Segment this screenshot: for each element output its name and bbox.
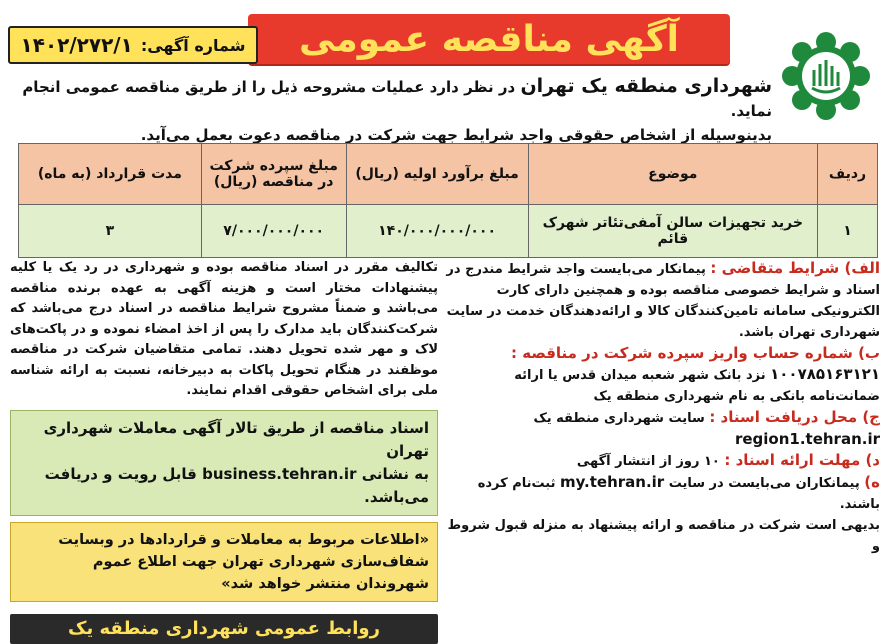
section-c-title: ج) محل دریافت اسناد : [709,408,880,426]
col-header-deposit: مبلغ سپرده شرکت در مناقصه (ریال) [201,144,346,205]
public-relations-footer: روابط عمومی شهرداری منطقه یک [10,614,438,644]
left-column [10,258,438,644]
business-url-link[interactable]: business.tehran.ir [202,464,357,483]
section-c [446,407,880,450]
conditions-paragraph: تکالیف مقرر در اسناد مناقصه بوده و شهرداری در رد یک یا کلیه پیشنهادات مختار است و هزینه آگهی به عهده برنده مناقصه می‌باشد و ضمناً مشروح شرایط مناقصه در اسناد درج می‌باشد که شرکت‌کنندگان باید مدارک را پس از اخذ امضاء نموده و در پاکت‌های لاک و مهر شده تحویل دهند. تمامی متقاضیان شرکت در مناقصه موظفند در هنگام تحویل پاکات به دبیرخانه، نسبت به ارائه شناسه ملی برای اشخاص حقوقی اقدام نمایند. [10,260,438,398]
ad-number-value: ۱۴۰۲/۲۷۲/۱ [20,33,133,57]
section-b-title: ب) شماره حساب واریز سپرده شرکت در مناقصه : [511,344,880,362]
col-header-estimate: مبلغ برآورد اولیه (ریال) [346,144,528,205]
ad-number-label: شماره آگهی: [140,35,246,55]
section-d-title: د) مهلت ارائه اسناد : [724,451,880,469]
col-header-duration: مدت قرارداد (به ماه) [19,144,202,205]
documents-notice-prefix: به نشانی [361,464,429,483]
section-e-title: ه) [864,473,880,491]
section-e [446,472,880,557]
intro-line2: بدینوسیله از اشخاص حقوقی واجد شرایط جهت شرکت در مناقصه دعوت بعمل می‌آید. [140,126,772,144]
section-e-text1: پیمانکاران می‌بایست در سایت [668,476,860,491]
tehran-municipality-logo-icon [782,30,870,122]
section-a-text: پیمانکار می‌بایست واجد شرایط مندرج در اسناد و شرایط خصوصی مناقصه بوده و همچنین دارای کارت الکترونیکی سامانه تامین‌کنندگان کالا و ارائه‌دهندگان خدمت در سایت شهرداری تهران باشد. [446,262,880,340]
section-b-text1: نزد بانک شهر شعبه میدان قدس یا ارائه [514,368,766,383]
section-b [446,343,880,407]
cell-row-number: ۱ [818,205,878,258]
ad-number-box [8,26,258,64]
section-a [446,258,880,343]
cell-duration: ۳ [19,205,202,258]
section-e-text2: ثبت‌نام کرده باشند. [477,476,880,512]
ad-title: آگهی مناقصه عمومی [248,14,730,64]
right-column [446,258,880,557]
section-a-title: الف) شرایط متقاضی : [710,259,880,277]
region1-url-link[interactable]: region1.tehran.ir [734,430,880,448]
section-b-text2: ضمانت‌نامه بانکی به نام شهرداری منطقه یک [593,389,880,404]
account-number: ۱۰۰۷۸۵۱۶۳۱۲۱ [770,365,880,383]
cell-estimate: ۱۴۰/۰۰۰/۰۰۰/۰۰۰ [346,205,528,258]
section-d-text: ۱۰ روز از انتشار آگهی [576,454,720,469]
intro-line1: در نظر دارد عملیات مشروحه ذیل را از طریق مناقصه عمومی انجام نماید. [22,78,772,120]
cell-deposit: ۷/۰۰۰/۰۰۰/۰۰۰ [201,205,346,258]
organization-name: شهرداری منطقه یک تهران [520,75,772,97]
transparency-notice-box: «اطلاعات مربوط به معاملات و قراردادها در وبسایت شفاف‌سازی شهرداری تهران جهت اطلاع عموم شهروندان منتشر خواهد شد» [10,522,438,602]
section-c-text: سایت شهرداری منطقه یک [533,411,705,426]
table-row [19,205,878,258]
col-header-row-number: ردیف [818,144,878,205]
section-d [446,450,880,472]
tender-table [18,143,878,258]
col-header-subject: موضوع [528,144,818,205]
documents-notice-line1: اسناد مناقصه از طریق تالار آگهی معاملات شهرداری تهران [43,418,429,460]
cell-subject: خرید تجهیزات سالن آمفی‌تئاتر شهرک قائم [528,205,818,258]
section-e-text3: بدیهی است شرکت در مناقصه و ارائه پیشنهاد به منزله قبول شروط و [447,518,880,554]
documents-notice-suffix: قابل رویت و دریافت می‌باشد. [44,464,429,506]
intro-text [12,74,772,147]
my-tehran-url-link[interactable]: my.tehran.ir [560,473,665,491]
documents-notice-box [10,410,438,516]
